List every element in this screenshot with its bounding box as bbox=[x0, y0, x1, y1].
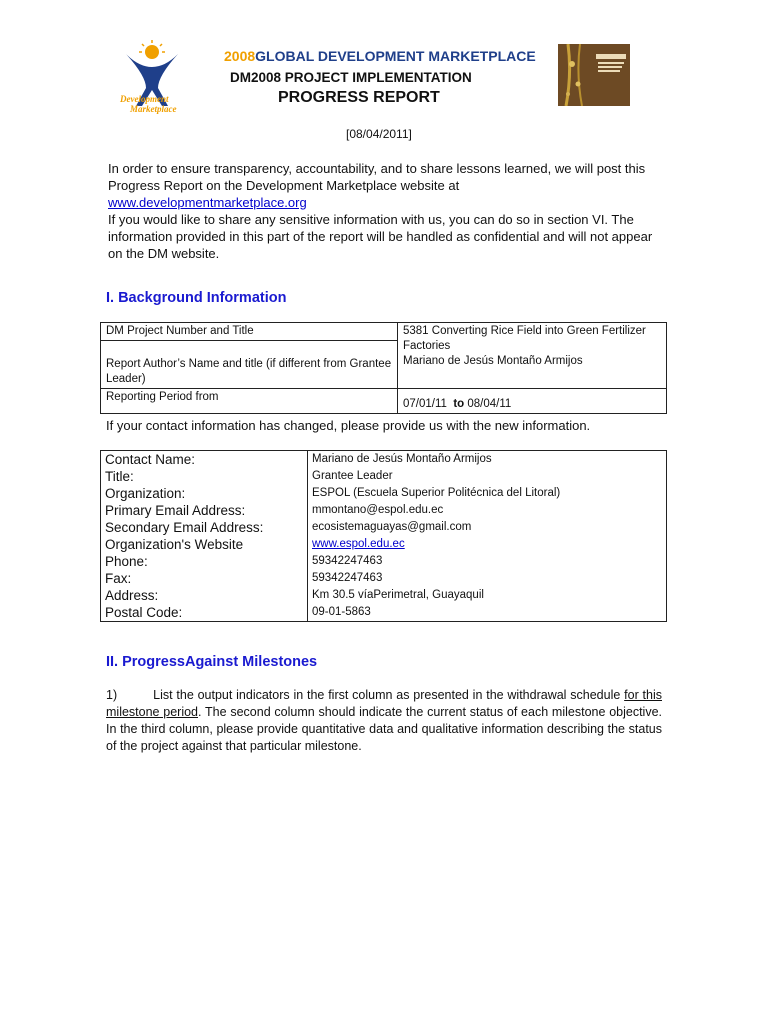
header-title-line3: PROGRESS REPORT bbox=[278, 89, 440, 106]
table-cell-value bbox=[398, 323, 667, 389]
header-title-line2: DM2008 PROJECT IMPLEMENTATION bbox=[230, 70, 472, 85]
fax-value: 59342247463 bbox=[312, 572, 383, 584]
table-cell-label: Report Author’s Name and title (if different from Grantee Leader) bbox=[101, 341, 398, 389]
contact-name-value: Mariano de Jesús Montaño Armijos bbox=[312, 453, 492, 465]
contact-table bbox=[100, 450, 667, 622]
organization-website-link[interactable]: www.espol.edu.ec bbox=[312, 538, 405, 550]
table-row bbox=[101, 389, 667, 414]
project-title-value: 5381 Converting Rice Field into Green Fertilizer Factories bbox=[403, 325, 646, 352]
secondary-email-value: ecosistemaguayas@gmail.com bbox=[312, 521, 472, 533]
contact-values bbox=[308, 451, 667, 622]
table-row bbox=[101, 451, 667, 622]
table-cell-label: DM Project Number and Title bbox=[101, 323, 398, 341]
website-link[interactable]: www.developmentmarketplace.org bbox=[108, 195, 307, 210]
marketplace-photo-logo bbox=[558, 44, 630, 106]
address-value: Km 30.5 víaPerimetral, Guayaquil bbox=[312, 589, 484, 601]
postal-code-value: 09-01-5863 bbox=[312, 606, 371, 618]
section-milestones-title: II. ProgressAgainst Milestones bbox=[106, 654, 318, 670]
section-background-title: I. Background Information bbox=[106, 290, 287, 306]
organization-value: ESPOL (Escuela Superior Politécnica del Litoral) bbox=[312, 487, 561, 499]
header-title-line1: 2008GLOBAL DEVELOPMENT MARKETPLACE bbox=[224, 48, 536, 64]
report-date: [08/04/2011] bbox=[346, 127, 412, 141]
svg-text:Development: Development bbox=[120, 94, 169, 104]
table-row bbox=[101, 323, 667, 341]
contact-labels: Contact Name: Title: Organization: Primary Email Address: Secondary Email Address: Organization's Website Phone: Fax: Address: Postal Code: bbox=[101, 451, 308, 622]
intro-paragraph-1: In order to ensure transparency, accountability, and to share lessons learned, we will post this Progress Report on the Development Marketplace website at bbox=[108, 161, 646, 193]
report-author-value: Mariano de Jesús Montaño Armijos bbox=[403, 355, 583, 367]
background-table bbox=[100, 322, 667, 414]
reporting-period-value: 07/01/11 to 08/04/11 bbox=[398, 389, 667, 414]
contact-change-note: If your contact information has changed, please provide us with the new information. bbox=[106, 418, 591, 433]
contact-title-value: Grantee Leader bbox=[312, 470, 393, 482]
person-figure-icon bbox=[112, 40, 192, 116]
svg-text:Marketplace: Marketplace bbox=[130, 104, 177, 114]
development-marketplace-logo bbox=[112, 40, 192, 116]
milestones-instructions: 1) List the output indicators in the first column as presented in the withdrawal schedule for this milestone period. The second column should indicate the current status of each milestone objective. In the third column, please provide quantitative data and qualitative information describing the status of the project against that particular milestone. bbox=[106, 688, 662, 753]
intro-paragraph-2: If you would like to share any sensitive information with us, you can do so in section VI. The information provided in this part of the report will be handled as confidential and will not appear on the DM website. bbox=[108, 212, 653, 261]
intro-text bbox=[108, 160, 658, 262]
primary-email-value: mmontano@espol.edu.ec bbox=[312, 504, 444, 516]
phone-value: 59342247463 bbox=[312, 555, 383, 567]
table-cell-label: Reporting Period from bbox=[101, 389, 398, 414]
